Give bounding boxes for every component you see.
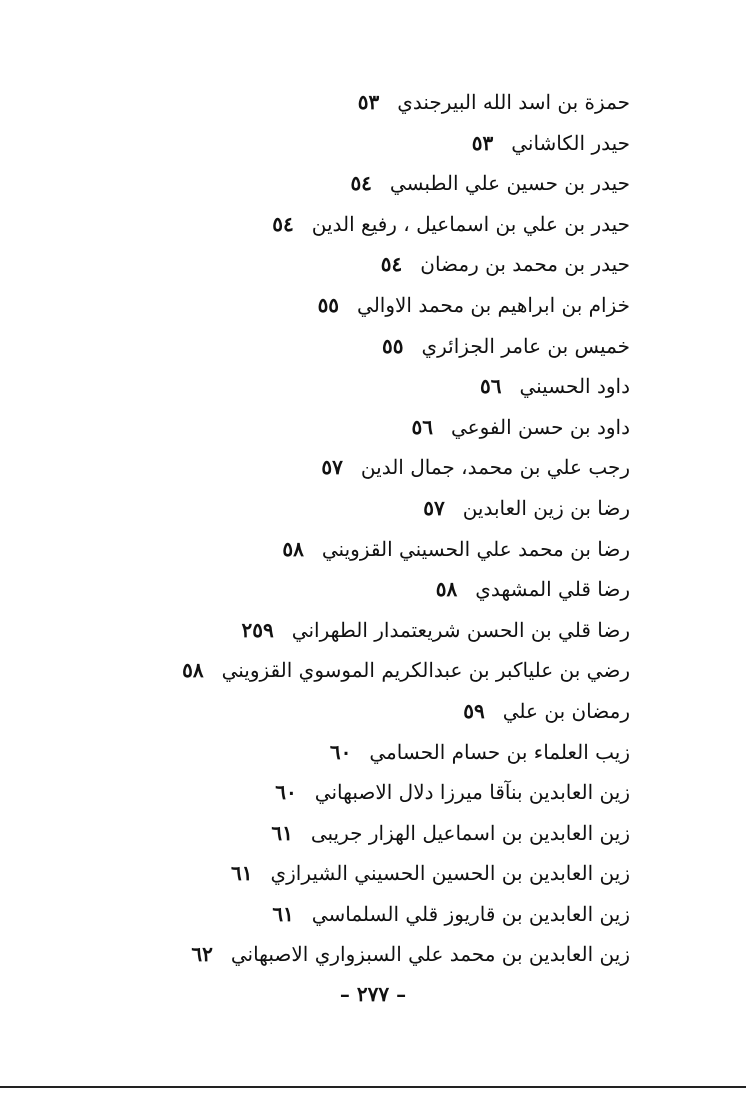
index-entry	[110, 407, 630, 448]
index-entry	[110, 244, 630, 285]
index-entry	[110, 163, 630, 204]
entry-page-number: ٥٧	[423, 495, 445, 520]
index-entry	[110, 204, 630, 245]
index-entry	[110, 447, 630, 488]
entry-name: زين العابدين بنآقا ميرزا دلال الاصبهاني	[314, 780, 630, 805]
entry-name: زين العابدين بن محمد علي السبزواري الاصبهاني	[230, 942, 630, 967]
index-entry	[110, 285, 630, 326]
entry-page-number: ٥٤	[380, 252, 403, 277]
entry-page-number: ٥٦	[411, 414, 433, 439]
index-entry	[110, 569, 630, 610]
entry-name: زين العابدين بن الحسين الحسيني الشيرازي	[270, 861, 630, 886]
entry-page-number: ٥٤	[272, 211, 294, 236]
index-entry	[110, 123, 630, 164]
index-entry	[110, 894, 630, 935]
entry-page-number: ٦١	[231, 861, 253, 886]
entry-name: حيدر بن محمد بن رمضان	[420, 252, 630, 277]
entry-page-number: ٦٠	[275, 780, 297, 805]
entry-page-number: ٦٠	[329, 739, 352, 764]
index-entry	[110, 366, 630, 407]
index-list	[110, 82, 630, 975]
entry-page-number: ٦١	[271, 820, 293, 845]
entry-name: حيدر بن علي بن اسماعيل ، رفيع الدين	[311, 211, 630, 236]
index-entry	[110, 691, 630, 732]
index-entry	[110, 610, 630, 651]
entry-name: رمضان بن علي	[502, 698, 630, 723]
entry-page-number: ٥٣	[471, 130, 494, 155]
entry-page-number: ٥٦	[479, 374, 502, 399]
entry-name: رضا بن محمد علي الحسيني القزويني	[321, 536, 630, 561]
index-entry	[110, 813, 630, 854]
entry-page-number: ٥٥	[382, 333, 404, 358]
index-entry	[110, 772, 630, 813]
entry-page-number: ٥٤	[350, 171, 372, 196]
entry-name: خزام بن ابراهيم بن محمد الاوالي	[357, 292, 630, 317]
index-entry	[110, 853, 630, 894]
index-entry	[110, 326, 630, 367]
entry-name: زين العابدين بن اسماعيل الهزار جريبى	[310, 820, 630, 845]
entry-name: داود بن حسن الفوعي	[450, 414, 630, 439]
page-number-footer: – ٢٧٧ –	[339, 982, 407, 1006]
entry-name: حيدر الكاشاني	[511, 130, 630, 155]
entry-name: رضا قلي بن الحسن شريعتمدار الطهراني	[291, 617, 630, 642]
entry-page-number: ٦٢	[191, 942, 213, 967]
index-entry	[110, 488, 630, 529]
entry-name: داود الحسيني	[519, 374, 630, 399]
entry-page-number: ٥٩	[463, 698, 485, 723]
index-entry	[110, 934, 630, 975]
entry-name: رضا قلي المشهدي	[475, 577, 630, 602]
entry-name: رضي بن علياكبر بن عبدالكريم الموسوي القزويني	[221, 658, 630, 683]
entry-name: خميس بن عامر الجزائري	[421, 333, 630, 358]
index-entry	[110, 82, 630, 123]
entry-page-number: ٥٧	[321, 455, 343, 480]
entry-name: رجب علي بن محمد، جمال الدين	[360, 455, 630, 480]
entry-name: حمزة بن اسد الله البيرجندي	[397, 90, 630, 114]
entry-page-number: ٥٨	[182, 658, 204, 683]
index-entry	[110, 732, 630, 773]
entry-name: حيدر بن حسين علي الطبسي	[389, 171, 630, 196]
entry-page-number: ٢٥٩	[241, 617, 274, 642]
entry-name: زين العابدين بن قاريوز قلي السلماسي	[311, 901, 630, 926]
index-entry	[110, 650, 630, 691]
entry-name: رضا بن زين العابدين	[462, 495, 630, 520]
entry-page-number: ٦١	[272, 901, 294, 926]
entry-page-number: ٥٨	[435, 577, 458, 602]
entry-page-number: ٥٣	[357, 90, 380, 114]
index-entry	[110, 529, 630, 570]
bottom-rule-divider	[0, 1086, 746, 1088]
entry-page-number: ٥٨	[282, 536, 304, 561]
entry-name: زيب العلماء بن حسام الحسامي	[369, 739, 630, 764]
entry-page-number: ٥٥	[317, 292, 340, 317]
